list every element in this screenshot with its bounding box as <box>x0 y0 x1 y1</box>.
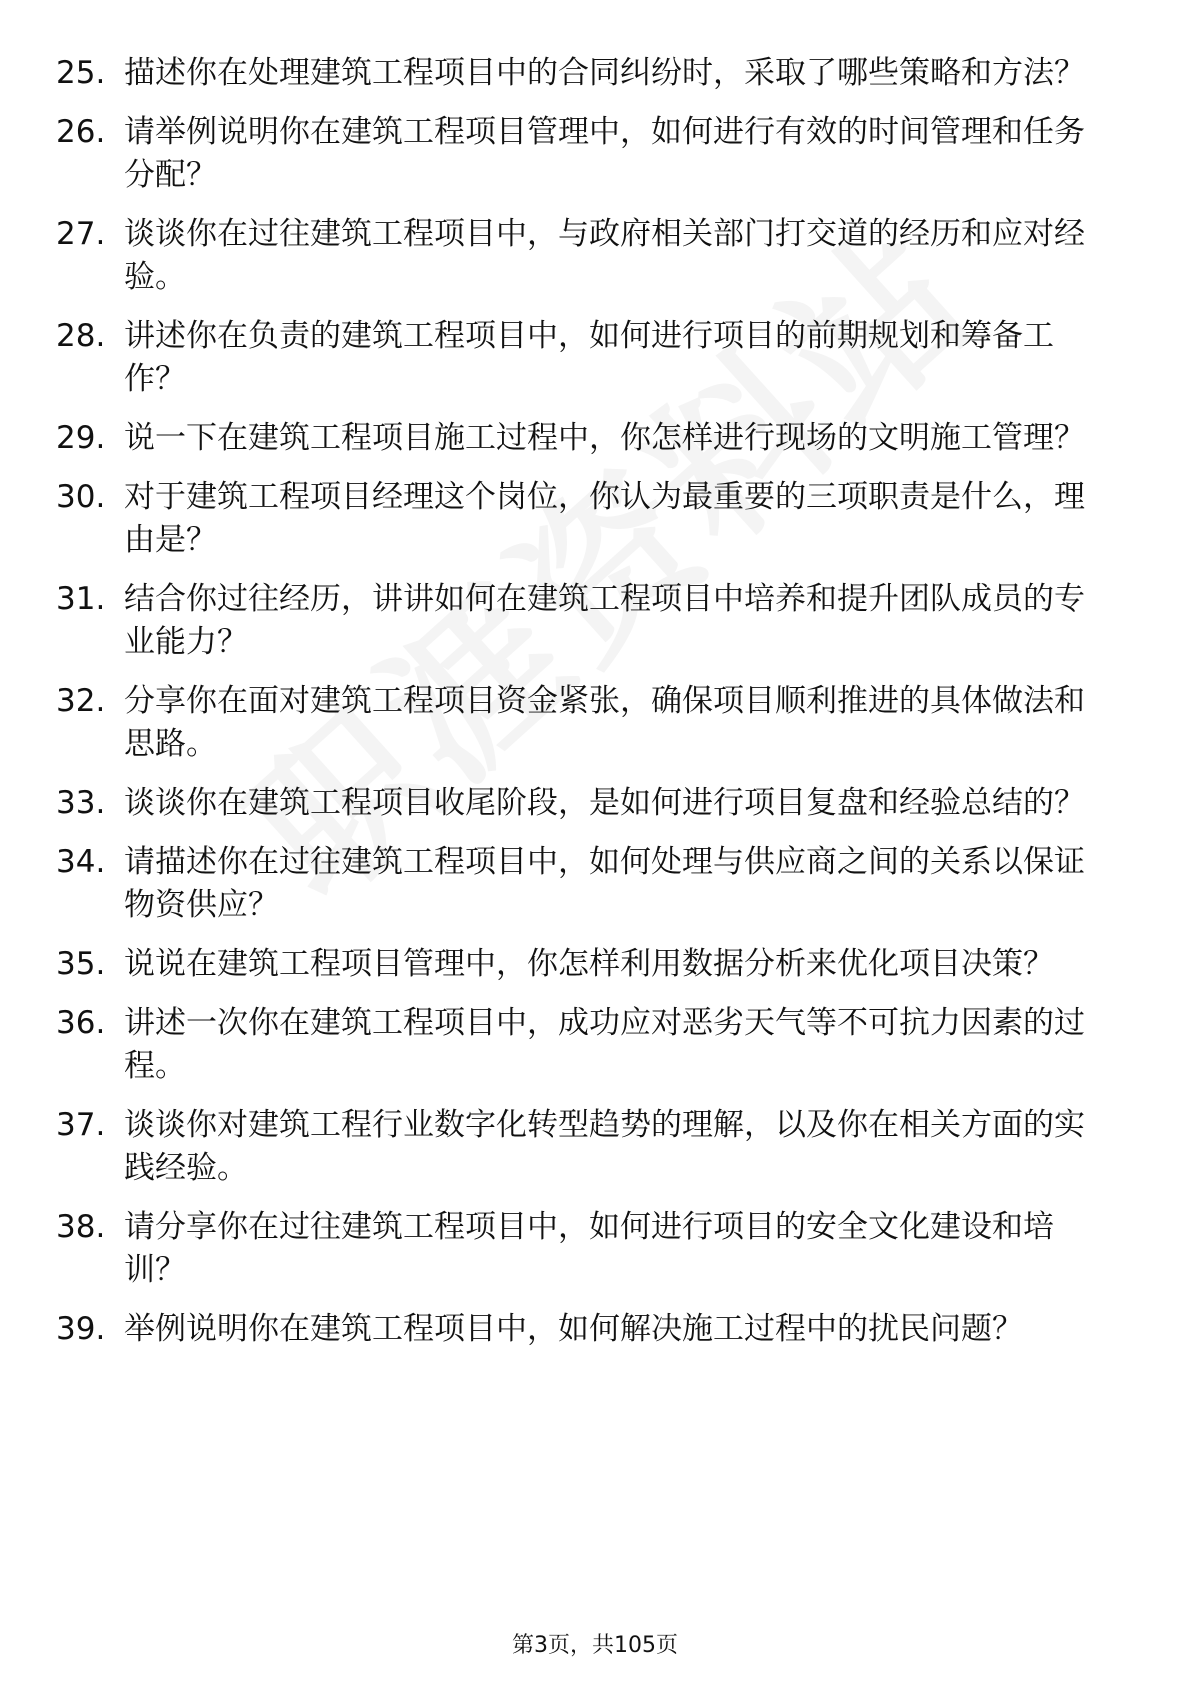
question-number: 34. <box>56 844 106 880</box>
question-item <box>56 1206 1116 1292</box>
question-text: 举例说明你在建筑工程项目中，如何解决施工过程中的扰民问题？ <box>124 1311 1023 1347</box>
question-number: 38. <box>56 1209 106 1245</box>
question-text: 谈谈你在过往建筑工程项目中，与政府相关部门打交道的经历和应对经验。 <box>124 216 1085 295</box>
question-text: 说一下在建筑工程项目施工过程中，你怎样进行现场的文明施工管理？ <box>124 420 1085 456</box>
question-item <box>56 1002 1116 1088</box>
question-item <box>56 943 1116 986</box>
question-number: 25. <box>56 55 106 91</box>
question-text: 谈谈你在建筑工程项目收尾阶段，是如何进行项目复盘和经验总结的？ <box>124 785 1085 821</box>
question-text: 对于建筑工程项目经理这个岗位，你认为最重要的三项职责是什么，理由是？ <box>124 479 1085 558</box>
question-number: 39. <box>56 1311 106 1347</box>
page-footer <box>0 1632 1190 1660</box>
question-number: 30. <box>56 479 106 515</box>
question-number: 31. <box>56 581 106 617</box>
question-item <box>56 1308 1116 1351</box>
question-item <box>56 476 1116 562</box>
question-number: 37. <box>56 1107 106 1143</box>
question-item <box>56 1104 1116 1190</box>
question-text: 请举例说明你在建筑工程项目管理中，如何进行有效的时间管理和任务分配？ <box>124 114 1085 193</box>
question-number: 36. <box>56 1005 106 1041</box>
question-item <box>56 841 1116 927</box>
question-text: 结合你过往经历，讲讲如何在建筑工程项目中培养和提升团队成员的专业能力？ <box>124 581 1085 660</box>
question-text: 讲述一次你在建筑工程项目中，成功应对恶劣天气等不可抗力因素的过程。 <box>124 1005 1085 1084</box>
question-text: 请分享你在过往建筑工程项目中，如何进行项目的安全文化建设和培训？ <box>124 1209 1054 1288</box>
question-number: 26. <box>56 114 106 150</box>
question-item <box>56 111 1116 197</box>
question-item <box>56 417 1116 460</box>
question-item <box>56 578 1116 664</box>
question-list <box>56 52 1116 1367</box>
question-number: 33. <box>56 785 106 821</box>
page-number-label: 第3页，共105页 <box>512 1633 678 1658</box>
question-text: 请描述你在过往建筑工程项目中，如何处理与供应商之间的关系以保证物资供应？ <box>124 844 1085 923</box>
question-item <box>56 680 1116 766</box>
question-item <box>56 213 1116 299</box>
question-text: 描述你在处理建筑工程项目中的合同纠纷时，采取了哪些策略和方法？ <box>124 55 1085 91</box>
question-number: 28. <box>56 318 106 354</box>
question-text: 说说在建筑工程项目管理中，你怎样利用数据分析来优化项目决策？ <box>124 946 1054 982</box>
question-item <box>56 52 1116 95</box>
question-text: 讲述你在负责的建筑工程项目中，如何进行项目的前期规划和筹备工作？ <box>124 318 1054 397</box>
question-number: 27. <box>56 216 106 252</box>
question-item <box>56 782 1116 825</box>
question-text: 谈谈你对建筑工程行业数字化转型趋势的理解，以及你在相关方面的实践经验。 <box>124 1107 1085 1186</box>
question-number: 32. <box>56 683 106 719</box>
question-number: 35. <box>56 946 106 982</box>
question-text: 分享你在面对建筑工程项目资金紧张，确保项目顺利推进的具体做法和思路。 <box>124 683 1085 762</box>
question-item <box>56 315 1116 401</box>
question-number: 29. <box>56 420 106 456</box>
